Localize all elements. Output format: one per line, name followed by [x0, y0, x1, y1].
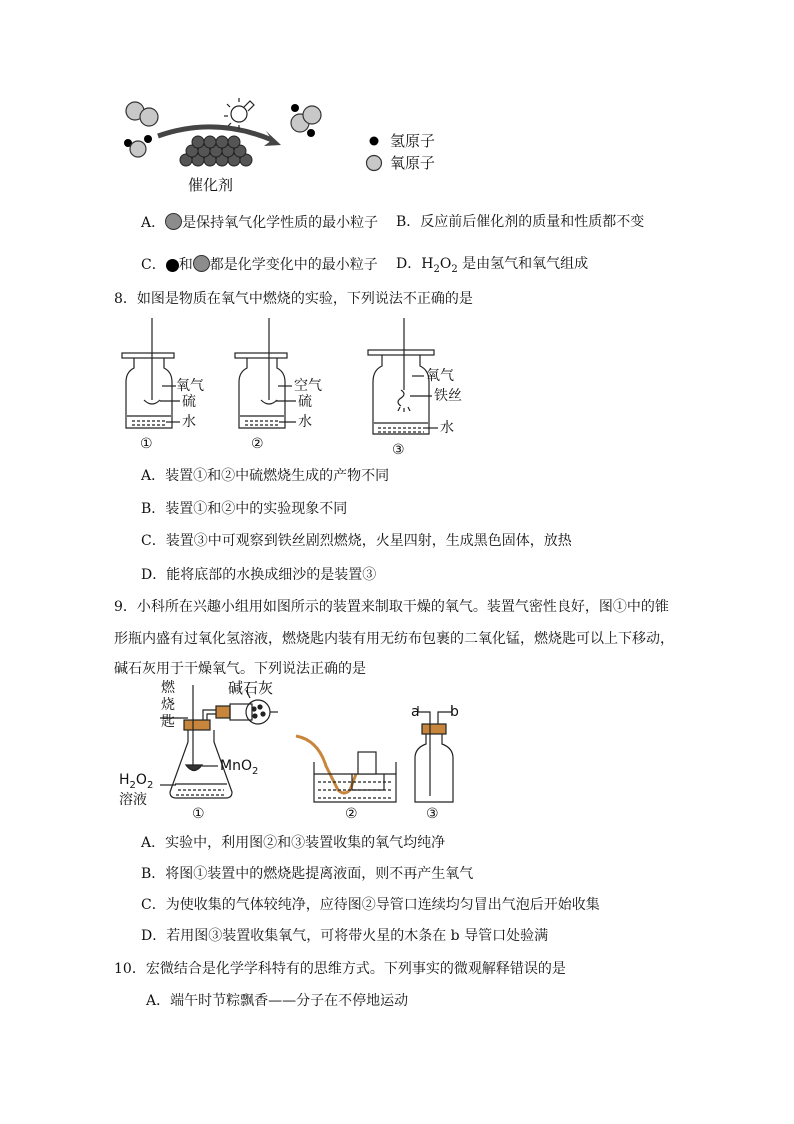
fig2-label-sulfur: 硫 — [298, 394, 312, 410]
port-b-label: b — [450, 704, 459, 720]
fig1-label-sulfur: 硫 — [182, 394, 196, 410]
q9-option-d: D．若用图③装置收集氧气，可将带火星的木条在 b 导管口处验满 — [141, 928, 549, 944]
q9-option-b: B．将图①装置中的燃烧匙提离液面，则不再产生氧气 — [141, 866, 474, 882]
fig3-label-oxygen: 氧气 — [426, 368, 454, 384]
label-spoon-3: 匙 — [161, 714, 175, 730]
q7-option-d: D．$H_2O_2$ 是由氢气和氧气组成 — [396, 256, 589, 275]
fig3-number: ③ — [392, 442, 405, 458]
q7-option-a: A． 是保持氧气化学性质的最小粒子 — [141, 215, 379, 231]
legend-hydrogen: 氢原子 — [390, 132, 436, 150]
fig2-label-air: 空气 — [294, 378, 322, 394]
catalyst-label: 催化剂 — [188, 176, 234, 194]
fig2-label-water: 水 — [298, 414, 312, 430]
q7-option-b: B．反应前后催化剂的质量和性质都不变 — [396, 214, 645, 230]
fig3-label-water: 水 — [440, 420, 454, 436]
q8-option-a: A．装置①和②中硫燃烧生成的产物不同 — [141, 468, 390, 484]
fig1-label-oxygen: 氧气 — [176, 378, 204, 394]
q10-stem: 10．宏微结合是化学学科特有的思维方式。下列事实的微观解释错误的是 — [114, 961, 566, 977]
label-solution: 溶液 — [119, 792, 147, 808]
label-mno2: MnO$_2$ — [220, 758, 259, 777]
q9-stem-line3: 碱石灰用于干燥氧气。下列说法正确的是 — [114, 661, 366, 677]
q9-option-a: A．实验中，利用图②和③装置收集的氧气均纯净 — [141, 835, 446, 851]
q8-option-b: B．装置①和②中的实验现象不同 — [141, 501, 348, 517]
fig2-number: ② — [251, 436, 264, 452]
label-spoon-2: 烧 — [161, 697, 175, 713]
q8-option-d: D．能将底部的水换成细沙的是装置③ — [141, 567, 377, 583]
q8-stem: 8．如图是物质在氧气中燃烧的实验，下列说法不正确的是 — [114, 291, 473, 307]
hydrogen-atom-icon — [166, 259, 179, 272]
q9-option-c: C．为使收集的气体较纯净，应待图②导管口连续均匀冒出气泡后开始收集 — [141, 897, 600, 913]
fig3-number: ③ — [426, 806, 439, 822]
fig1-label-water: 水 — [182, 414, 196, 430]
q9-stem-line2: 形瓶内盛有过氧化氢溶液，燃烧匙内装有用无纺布包裹的二氧化锰，燃烧匙可以上下移动， — [114, 631, 674, 647]
label-spoon-1: 燃 — [161, 680, 175, 696]
port-a-label: a — [411, 704, 420, 720]
fig2-number: ② — [345, 806, 358, 822]
legend-oxygen: 氧原子 — [390, 154, 436, 172]
fig1-number: ① — [140, 436, 153, 452]
oxygen-atom-icon — [193, 255, 210, 272]
fig3-label-iron-wire: 铁丝 — [434, 388, 462, 404]
q8-option-c: C．装置③中可观察到铁丝剧烈燃烧，火星四射，生成黑色固体，放热 — [141, 533, 572, 549]
q9-stem-line1: 9．小科所在兴趣小组用如图所示的装置来制取干燥的氧气。装置气密性良好，图①中的锥 — [114, 599, 669, 615]
q10-option-a: A．端午时节粽飘香——分子在不停地运动 — [146, 993, 409, 1009]
label-soda-lime: 碱石灰 — [228, 679, 274, 697]
oxygen-atom-icon — [165, 213, 182, 230]
q7-option-c: C． 和 都是化学变化中的最小粒子 — [141, 257, 378, 273]
fig1-number: ① — [192, 806, 205, 822]
label-h2o2: $H_2O_2$ — [119, 772, 154, 791]
